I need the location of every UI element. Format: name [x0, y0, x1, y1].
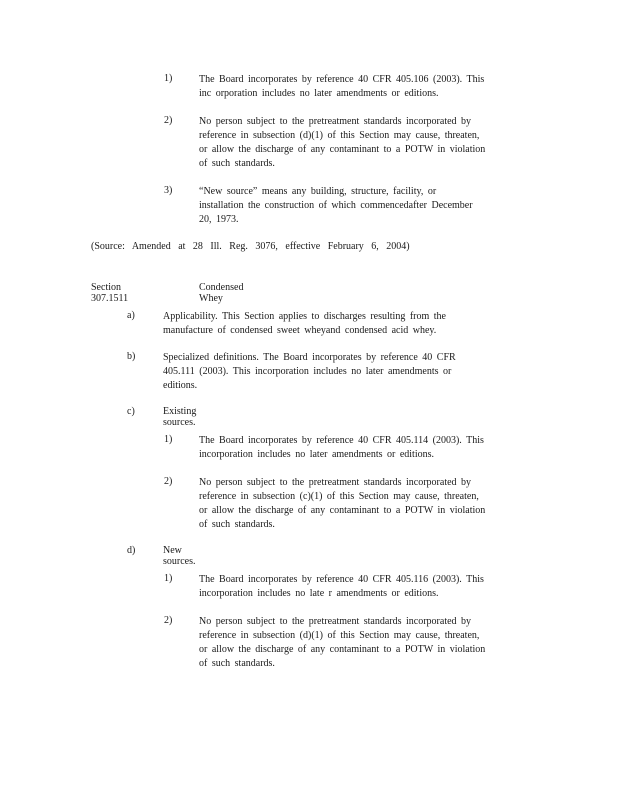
subsection-label: a)	[127, 310, 135, 321]
item-text: No person subject to the pretreatment standards incorporated by reference in subsection (c)(1) of this Section may cause, threaten, or allow the discharge of any contaminant to a POTW in violation of such standards.	[199, 477, 486, 530]
item-number: 2)	[164, 115, 173, 126]
item-text: The Board incorporates by reference 40 CFR 405.114 (2003). This incorporation includes no later amendments or editions.	[199, 435, 484, 460]
subsection-text: Specialized definitions. The Board incorporates by reference 40 CFR 405.111 (2003). This incorporation includes no later amendments or editions.	[163, 352, 456, 391]
subsection-title: Existing sources.	[163, 406, 197, 428]
item-number: 1)	[164, 573, 173, 584]
subsection-label: d)	[127, 545, 136, 556]
subsection-title: New sources.	[163, 545, 196, 567]
item-number: 2)	[164, 476, 173, 487]
section-number: Section 307.1511	[91, 282, 129, 304]
item-text: The Board incorporates by reference 40 CFR 405.106 (2003). This inc orporation includes no later amendments or editions.	[199, 74, 485, 99]
subsection-text: Applicability. This Section applies to discharges resulting from the manufacture of condensed sweet wheyand condensed acid whey.	[163, 311, 446, 336]
item-number: 2)	[164, 615, 173, 626]
item-number: 1)	[164, 434, 173, 445]
item-text: “New source” means any building, structure, facility, or installation the construction of which commencedafter December 20, 1973.	[199, 186, 473, 225]
item-text: No person subject to the pretreatment standards incorporated by reference in subsection (d)(1) of this Section may cause, threaten, or allow the discharge of any contaminant to a POTW in violation of such standards.	[199, 616, 486, 669]
item-text: No person subject to the pretreatment standards incorporated by reference in subsection (d)(1) of this Section may cause, threaten, or allow the discharge of any contaminant to a POTW in violation of such standards.	[199, 116, 486, 169]
subsection-label: b)	[127, 351, 136, 362]
source-note: (Source: Amended at 28 Ill. Reg. 3076, effective February 6, 2004)	[91, 241, 410, 252]
item-number: 1)	[164, 73, 173, 84]
item-text: The Board incorporates by reference 40 CFR 405.116 (2003). This incorporation includes no late r amendments or editions.	[199, 574, 484, 599]
section-title: Condensed Whey	[199, 282, 244, 304]
subsection-label: c)	[127, 406, 135, 417]
item-number: 3)	[164, 185, 173, 196]
